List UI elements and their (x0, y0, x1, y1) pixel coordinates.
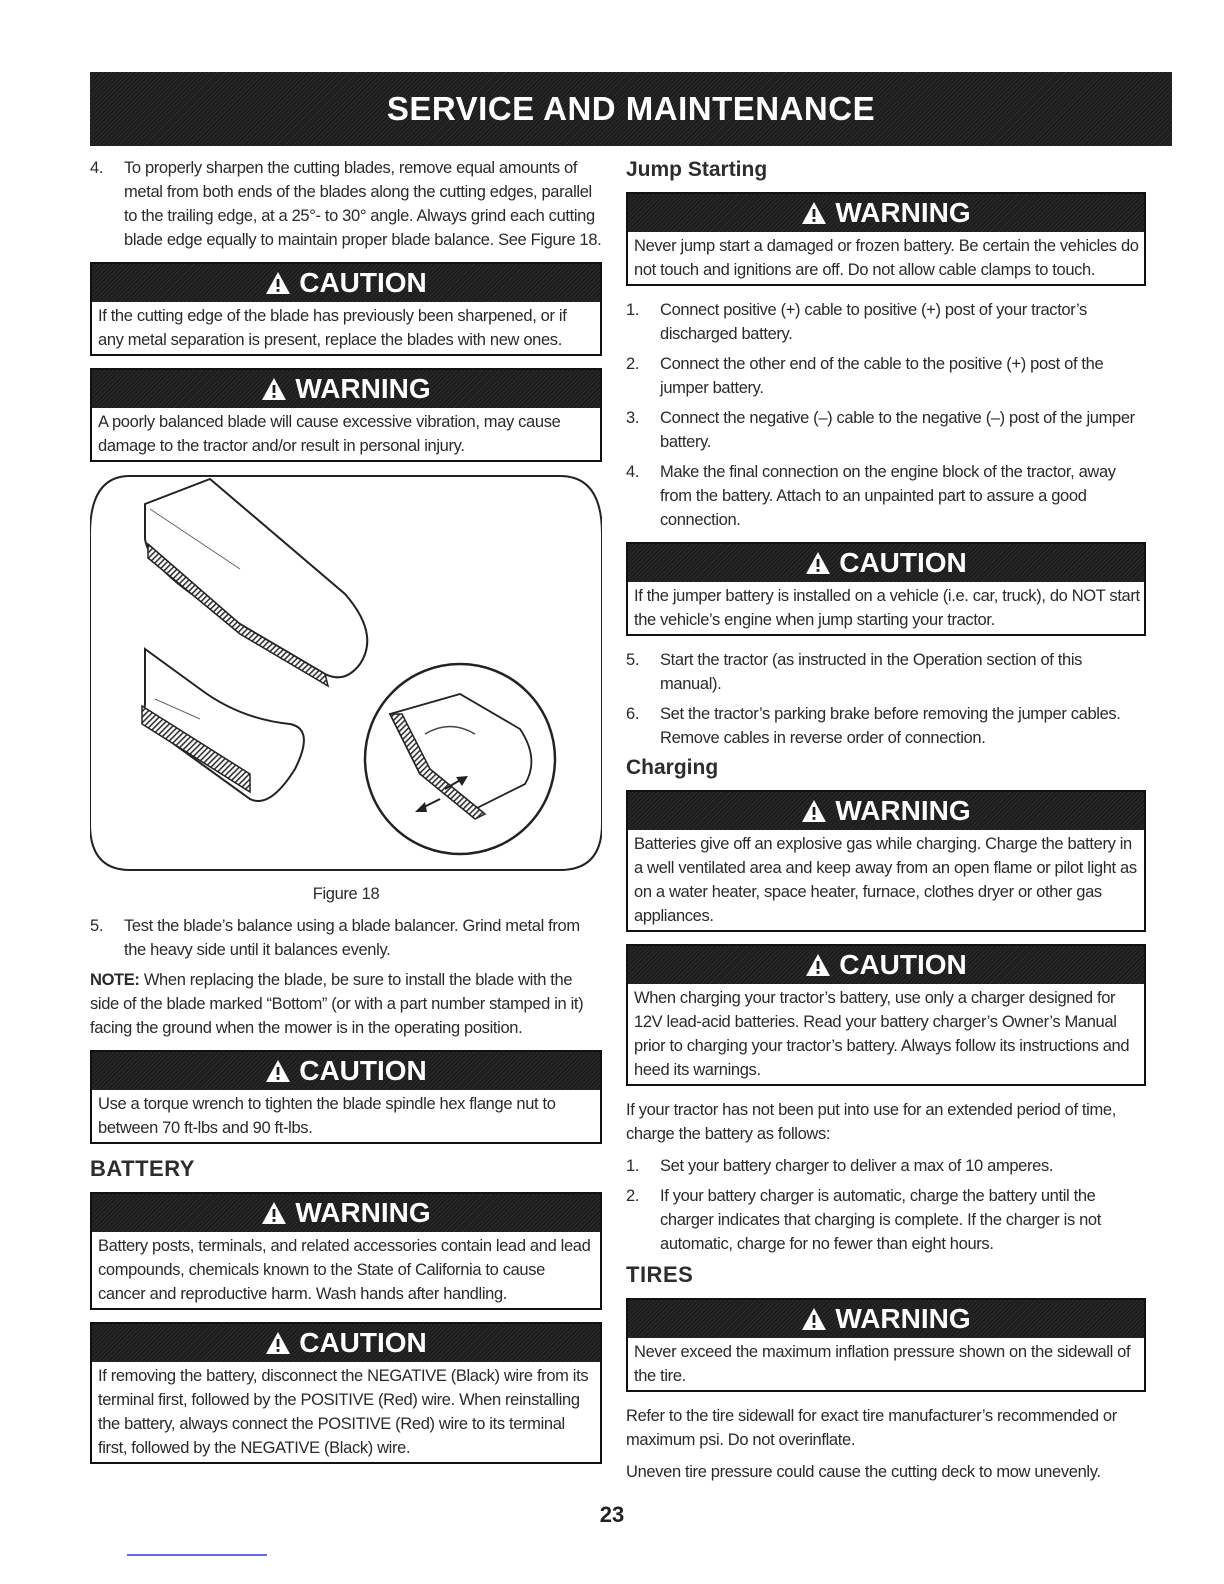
warning-triangle-icon (261, 1201, 287, 1225)
caution-box-charger (626, 944, 1146, 1086)
note-paragraph (90, 968, 602, 1040)
charging-intro: If your tractor has not been put into use for an extended period of time, charge the battery as follows: (626, 1101, 1116, 1143)
tires-paragraph-1: Refer to the tire sidewall for exact tire manufacturer’s recommended or maximum psi. Do not overinflate. (626, 1407, 1117, 1449)
warning-box-explosive-gas (626, 790, 1146, 932)
charging-step (626, 1184, 1146, 1256)
warning-header (628, 1300, 1144, 1338)
note-text: When replacing the blade, be sure to install the blade with the side of the blade marked “Bottom” (or with a part number stamped in it) facing the ground when the mower is in the operating position. (90, 971, 584, 1037)
figure-caption: Figure 18 (312, 885, 380, 903)
caution-header (92, 1324, 600, 1362)
jump-starting-heading: Jump Starting (626, 158, 768, 181)
step-number: 1. (626, 301, 640, 319)
banner-title: SERVICE AND MAINTENANCE (386, 90, 876, 127)
step-text: Start the tractor (as instructed in the Operation section of this manual). (660, 651, 1083, 693)
step-5 (90, 914, 602, 962)
caution-label: CAUTION (299, 267, 427, 298)
warning-triangle-icon (801, 201, 827, 225)
jump-step (626, 648, 1146, 696)
step-text: Connect the negative (–) cable to the negative (–) post of the jumper battery. (660, 409, 1135, 451)
step-number: 2. (626, 355, 640, 373)
right-column (626, 156, 1146, 1492)
step-text: Set the tractor’s parking brake before removing the jumper cables. Remove cables in reverse order of connection. (660, 705, 1121, 747)
blade-illustration (90, 474, 602, 874)
caution-header (628, 946, 1144, 984)
caution-label: CAUTION (839, 949, 967, 980)
caution-label: CAUTION (299, 1327, 427, 1358)
warning-label: WARNING (295, 1197, 431, 1228)
warning-box-blade-balance (90, 368, 602, 462)
tires-heading: TIRES (626, 1262, 694, 1287)
step-text: Make the final connection on the engine block of the tractor, away from the battery. Attach to an unpainted part to assure a good connection. (660, 463, 1116, 529)
caution-message: When charging your tractor’s battery, use only a charger designed for 12V lead-acid batteries. Read your battery charger’s Owner’s Manual prior to charging your tractor’s battery. Always follow its instructions and heed its warnings. (634, 989, 1130, 1079)
caution-message: Use a torque wrench to tighten the blade spindle hex flange nut to between 70 ft-lbs and 90 ft-lbs. (98, 1095, 556, 1137)
warning-triangle-icon (265, 1331, 291, 1355)
caution-box-battery-removal (90, 1322, 602, 1464)
jump-step (626, 298, 1146, 346)
warning-header (92, 370, 600, 408)
step-number: 6. (626, 705, 640, 723)
step-number: 4. (90, 159, 104, 177)
footer-rule (127, 1554, 267, 1556)
caution-box-torque (90, 1050, 602, 1144)
warning-triangle-icon (805, 953, 831, 977)
caution-box-jumper-vehicle (626, 542, 1146, 636)
warning-triangle-icon (265, 1059, 291, 1083)
battery-heading: BATTERY (90, 1156, 195, 1181)
jump-step (626, 406, 1146, 454)
caution-message: If removing the battery, disconnect the NEGATIVE (Black) wire from its terminal first, followed by the POSITIVE (Red) wire. When reinstalling the battery, always connect the POSITIVE (Red) wire to its terminal first, followed by the NEGATIVE (Black) wire. (98, 1367, 589, 1457)
warning-message: Never jump start a damaged or frozen battery. Be certain the vehicles do not touch and ignitions are off. Do not allow cable clamps to touch. (634, 237, 1139, 279)
charging-heading: Charging (626, 756, 719, 779)
page-banner (90, 72, 1172, 146)
warning-label: WARNING (295, 373, 431, 404)
step-number: 2. (626, 1187, 640, 1205)
warning-message: Battery posts, terminals, and related accessories contain lead and lead compounds, chemicals known to the State of California to cause cancer and reproductive harm. Wash hands after handling. (98, 1237, 591, 1303)
step-number: 4. (626, 463, 640, 481)
warning-box-tire-pressure (626, 1298, 1146, 1392)
caution-header (628, 544, 1144, 582)
warning-message: Never exceed the maximum inflation pressure shown on the sidewall of the tire. (634, 1343, 1131, 1385)
caution-header (92, 264, 600, 302)
step-text: Set your battery charger to deliver a max of 10 amperes. (660, 1157, 1054, 1175)
caution-header (92, 1052, 600, 1090)
caution-box-sharpened-blade (90, 262, 602, 356)
figure-18-blade-sharpening (90, 474, 602, 874)
step-text: Connect positive (+) cable to positive (+) post of your tractor’s discharged battery. (660, 301, 1087, 343)
warning-header (92, 1194, 600, 1232)
step-number: 5. (626, 651, 640, 669)
left-column (90, 156, 602, 1476)
step-text: To properly sharpen the cutting blades, remove equal amounts of metal from both ends of the blades along the cutting edges, parallel to the trailing edge, at a 25°- to 30° angle. Always grind each cutting blade edge equally to maintain proper blade balance. See Figure 18. (124, 159, 602, 249)
caution-message: If the cutting edge of the blade has previously been sharpened, or if any metal separation is present, replace the blades with new ones. (98, 307, 567, 349)
step-text: Test the blade’s balance using a blade balancer. Grind metal from the heavy side until it balances evenly. (124, 917, 580, 959)
warning-triangle-icon (801, 799, 827, 823)
caution-label: CAUTION (839, 547, 967, 578)
warning-box-lead (90, 1192, 602, 1310)
warning-label: WARNING (835, 795, 971, 826)
note-label: NOTE: (90, 971, 140, 989)
step-text: If your battery charger is automatic, charge the battery until the charger indicates that charging is complete. If the charger is not automatic, charge for no fewer than eight hours. (660, 1187, 1101, 1253)
warning-triangle-icon (801, 1307, 827, 1331)
warning-header (628, 792, 1144, 830)
caution-label: CAUTION (299, 1055, 427, 1086)
warning-label: WARNING (835, 197, 971, 228)
tires-paragraph-2: Uneven tire pressure could cause the cutting deck to mow unevenly. (626, 1463, 1101, 1481)
warning-triangle-icon (261, 377, 287, 401)
warning-message: A poorly balanced blade will cause excessive vibration, may cause damage to the tractor and/or result in personal injury. (98, 413, 561, 455)
jump-step (626, 702, 1146, 750)
warning-triangle-icon (805, 551, 831, 575)
step-4 (90, 156, 602, 252)
warning-header (628, 194, 1144, 232)
caution-message: If the jumper battery is installed on a vehicle (i.e. car, truck), do NOT start the vehicle’s engine when jump starting your tractor. (634, 587, 1140, 629)
warning-label: WARNING (835, 1303, 971, 1334)
page-number: 23 (599, 1502, 625, 1527)
jump-step (626, 460, 1146, 532)
warning-message: Batteries give off an explosive gas while charging. Charge the battery in a well ventilated area and keep away from an open flame or pilot light as on a water heater, space heater, furnace, clothes dryer or other gas appliances. (634, 835, 1137, 925)
charging-step (626, 1154, 1146, 1178)
step-number: 3. (626, 409, 640, 427)
step-number: 1. (626, 1157, 640, 1175)
step-number: 5. (90, 917, 104, 935)
step-text: Connect the other end of the cable to the positive (+) post of the jumper battery. (660, 355, 1104, 397)
warning-triangle-icon (265, 271, 291, 295)
warning-box-jump-start (626, 192, 1146, 286)
jump-step (626, 352, 1146, 400)
